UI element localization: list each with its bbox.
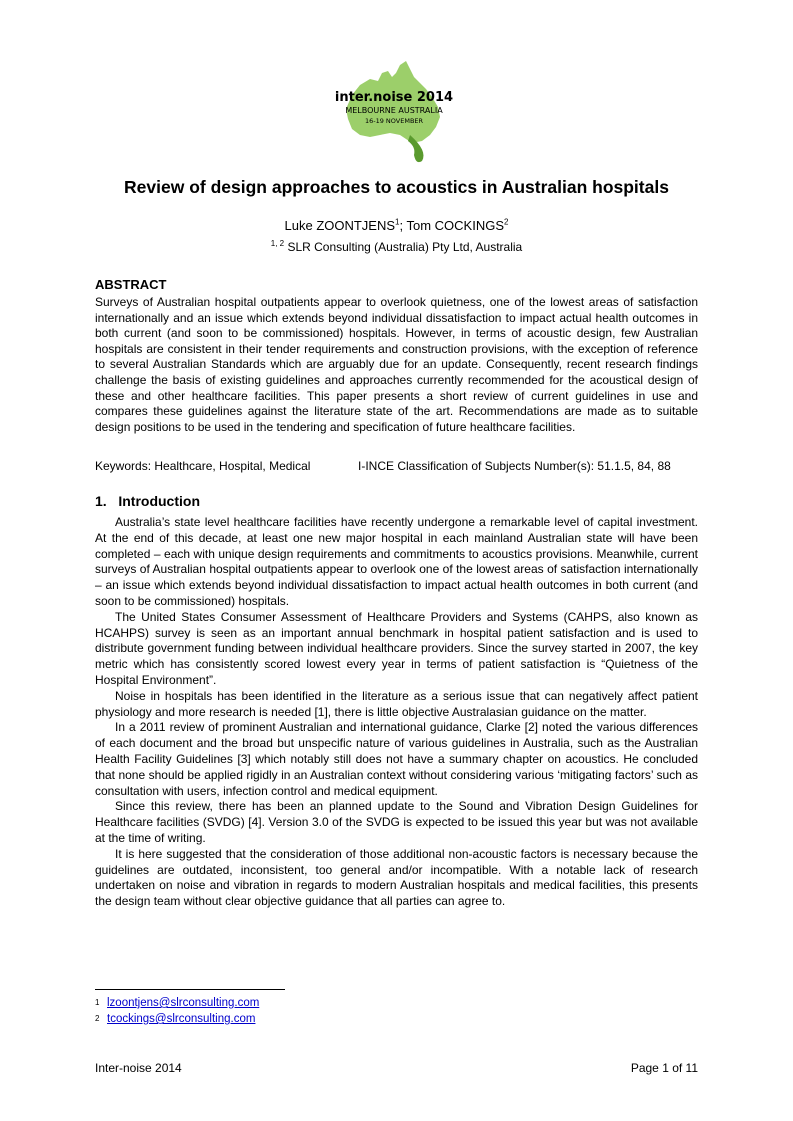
abstract-heading: ABSTRACT bbox=[95, 277, 167, 292]
affiliation-text: SLR Consulting (Australia) Pty Ltd, Australia bbox=[284, 240, 523, 254]
australia-map-logo bbox=[330, 55, 460, 175]
author-2-sup: 2 bbox=[504, 217, 509, 227]
footnote-divider bbox=[95, 989, 285, 990]
section-heading: 1. Introduction bbox=[95, 493, 200, 509]
author-line bbox=[0, 218, 793, 233]
footer-conference: Inter-noise 2014 bbox=[95, 1061, 182, 1075]
affiliation-sup: 1, 2 bbox=[270, 239, 285, 248]
logo-location: MELBOURNE AUSTRALIA bbox=[345, 106, 443, 115]
classification: I-INCE Classification of Subjects Number(s): 51.1.5, 84, 88 bbox=[358, 459, 671, 473]
paragraph: Australia’s state level healthcare facilities have recently undergone a remarkable level of capital investment. At the end of this decade, at least one new major hospital in each mainland Australian state will have been completed – each with unique design requirements and commitments to acoustics provisions. Meanwhile, current surveys of Australian hospital outpatients appear to overlook one of the lowest areas of satisfaction internationally – an issue which extends beyond individual dissatisfaction to impact actual health outcomes in both current (and soon to be commissioned) hospitals. bbox=[95, 515, 698, 608]
logo-title: inter.noise 2014 bbox=[334, 90, 454, 105]
paragraph: It is here suggested that the consideration of those additional non-acoustic factors is necessary because the guidelines are outdated, inconsistent, too general and/or incompatible. With a notable lack of research undertaken on noise and vibration in regards to modern Australian hospitals and medical facilities, this presents the design team without clear objective guidance that all parties can agree to. bbox=[95, 846, 698, 909]
section-body bbox=[95, 515, 698, 910]
author-2: Tom COCKINGS bbox=[406, 218, 505, 233]
paper-title: Review of design approaches to acoustics in Australian hospitals bbox=[124, 177, 669, 197]
keywords: Keywords: Healthcare, Hospital, Medical bbox=[95, 459, 311, 473]
affiliation bbox=[0, 240, 793, 254]
footnote-number: 1 bbox=[95, 998, 100, 1007]
paragraph: Noise in hospitals has been identified in the literature as a serious issue that can negatively affect patient physiology and more research is needed [1], there is little objective Australasian guidance on the matter. bbox=[95, 688, 698, 719]
abstract-text: Surveys of Australian hospital outpatients appear to overlook quietness, one of the lowest areas of satisfaction internationally and an issue which extends beyond individual dissatisfaction to impact actual health outcomes in both current (and soon to be commissioned) hospitals. However, in terms of acoustic design, few Australian hospitals are consistent in their tender requirements and construction provisions, with the exception of reference to several Australian Standards which are arguably due for an update. Consequently, recent research findings challenge the basis of existing guidelines and approaches currently recommended for the acoustical design of these and other healthcare facilities. This paper presents a short review of current guidelines in use and compares these guidelines against the literature state of the art. Recommendations are made as to suitable design positions to be used in the tendering and specification of future healthcare facilities. bbox=[95, 295, 698, 434]
paragraph: In a 2011 review of prominent Australian and international guidance, Clarke [2] noted the various differences of each document and the broad but unspecific nature of various guidelines in Australia, such as the Australian Health Facility Guidelines [3] which notably still does not have a summary chapter on acoustics. He concluded that none should be applied rigidly in an Australian context without considering various ‘mitigating factors’ such as consultation with users, infection control and medical equipment. bbox=[95, 720, 698, 798]
footnote-2 bbox=[95, 1012, 255, 1026]
logo-dates: 16-19 NOVEMBER bbox=[364, 117, 424, 125]
paragraph: The United States Consumer Assessment of Healthcare Providers and Systems (CAHPS, also known as HCAHPS) survey is seen as an important annual benchmark in hospital patient satisfaction and is used to distribute government funding between individual healthcare providers. Since the survey started in 2007, the key metric which has consistently scored lowest every year in terms of patient satisfaction is “Quietness of the Hospital Environment”. bbox=[95, 609, 698, 687]
footer-page-number: Page 1 of 11 bbox=[630, 1061, 698, 1075]
conference-logo bbox=[330, 55, 460, 175]
paragraph: Since this review, there has been an planned update to the Sound and Vibration Design Guidelines for Healthcare facilities (SVDG) [4]. Version 3.0 of the SVDG is expected to be issued this year but was not available at the time of writing. bbox=[95, 799, 698, 845]
author-separator: ; bbox=[399, 218, 407, 233]
author-1: Luke ZOONTJENS bbox=[284, 218, 396, 233]
footnote-email-link[interactable]: lzoontjens@slrconsulting.com bbox=[107, 997, 260, 1009]
author-1-sup: 1 bbox=[395, 217, 400, 227]
footnote-1 bbox=[95, 996, 259, 1010]
footnote-number: 2 bbox=[95, 1014, 100, 1023]
keywords-line bbox=[95, 459, 698, 474]
footnote-email-link[interactable]: tcockings@slrconsulting.com bbox=[107, 1013, 256, 1025]
